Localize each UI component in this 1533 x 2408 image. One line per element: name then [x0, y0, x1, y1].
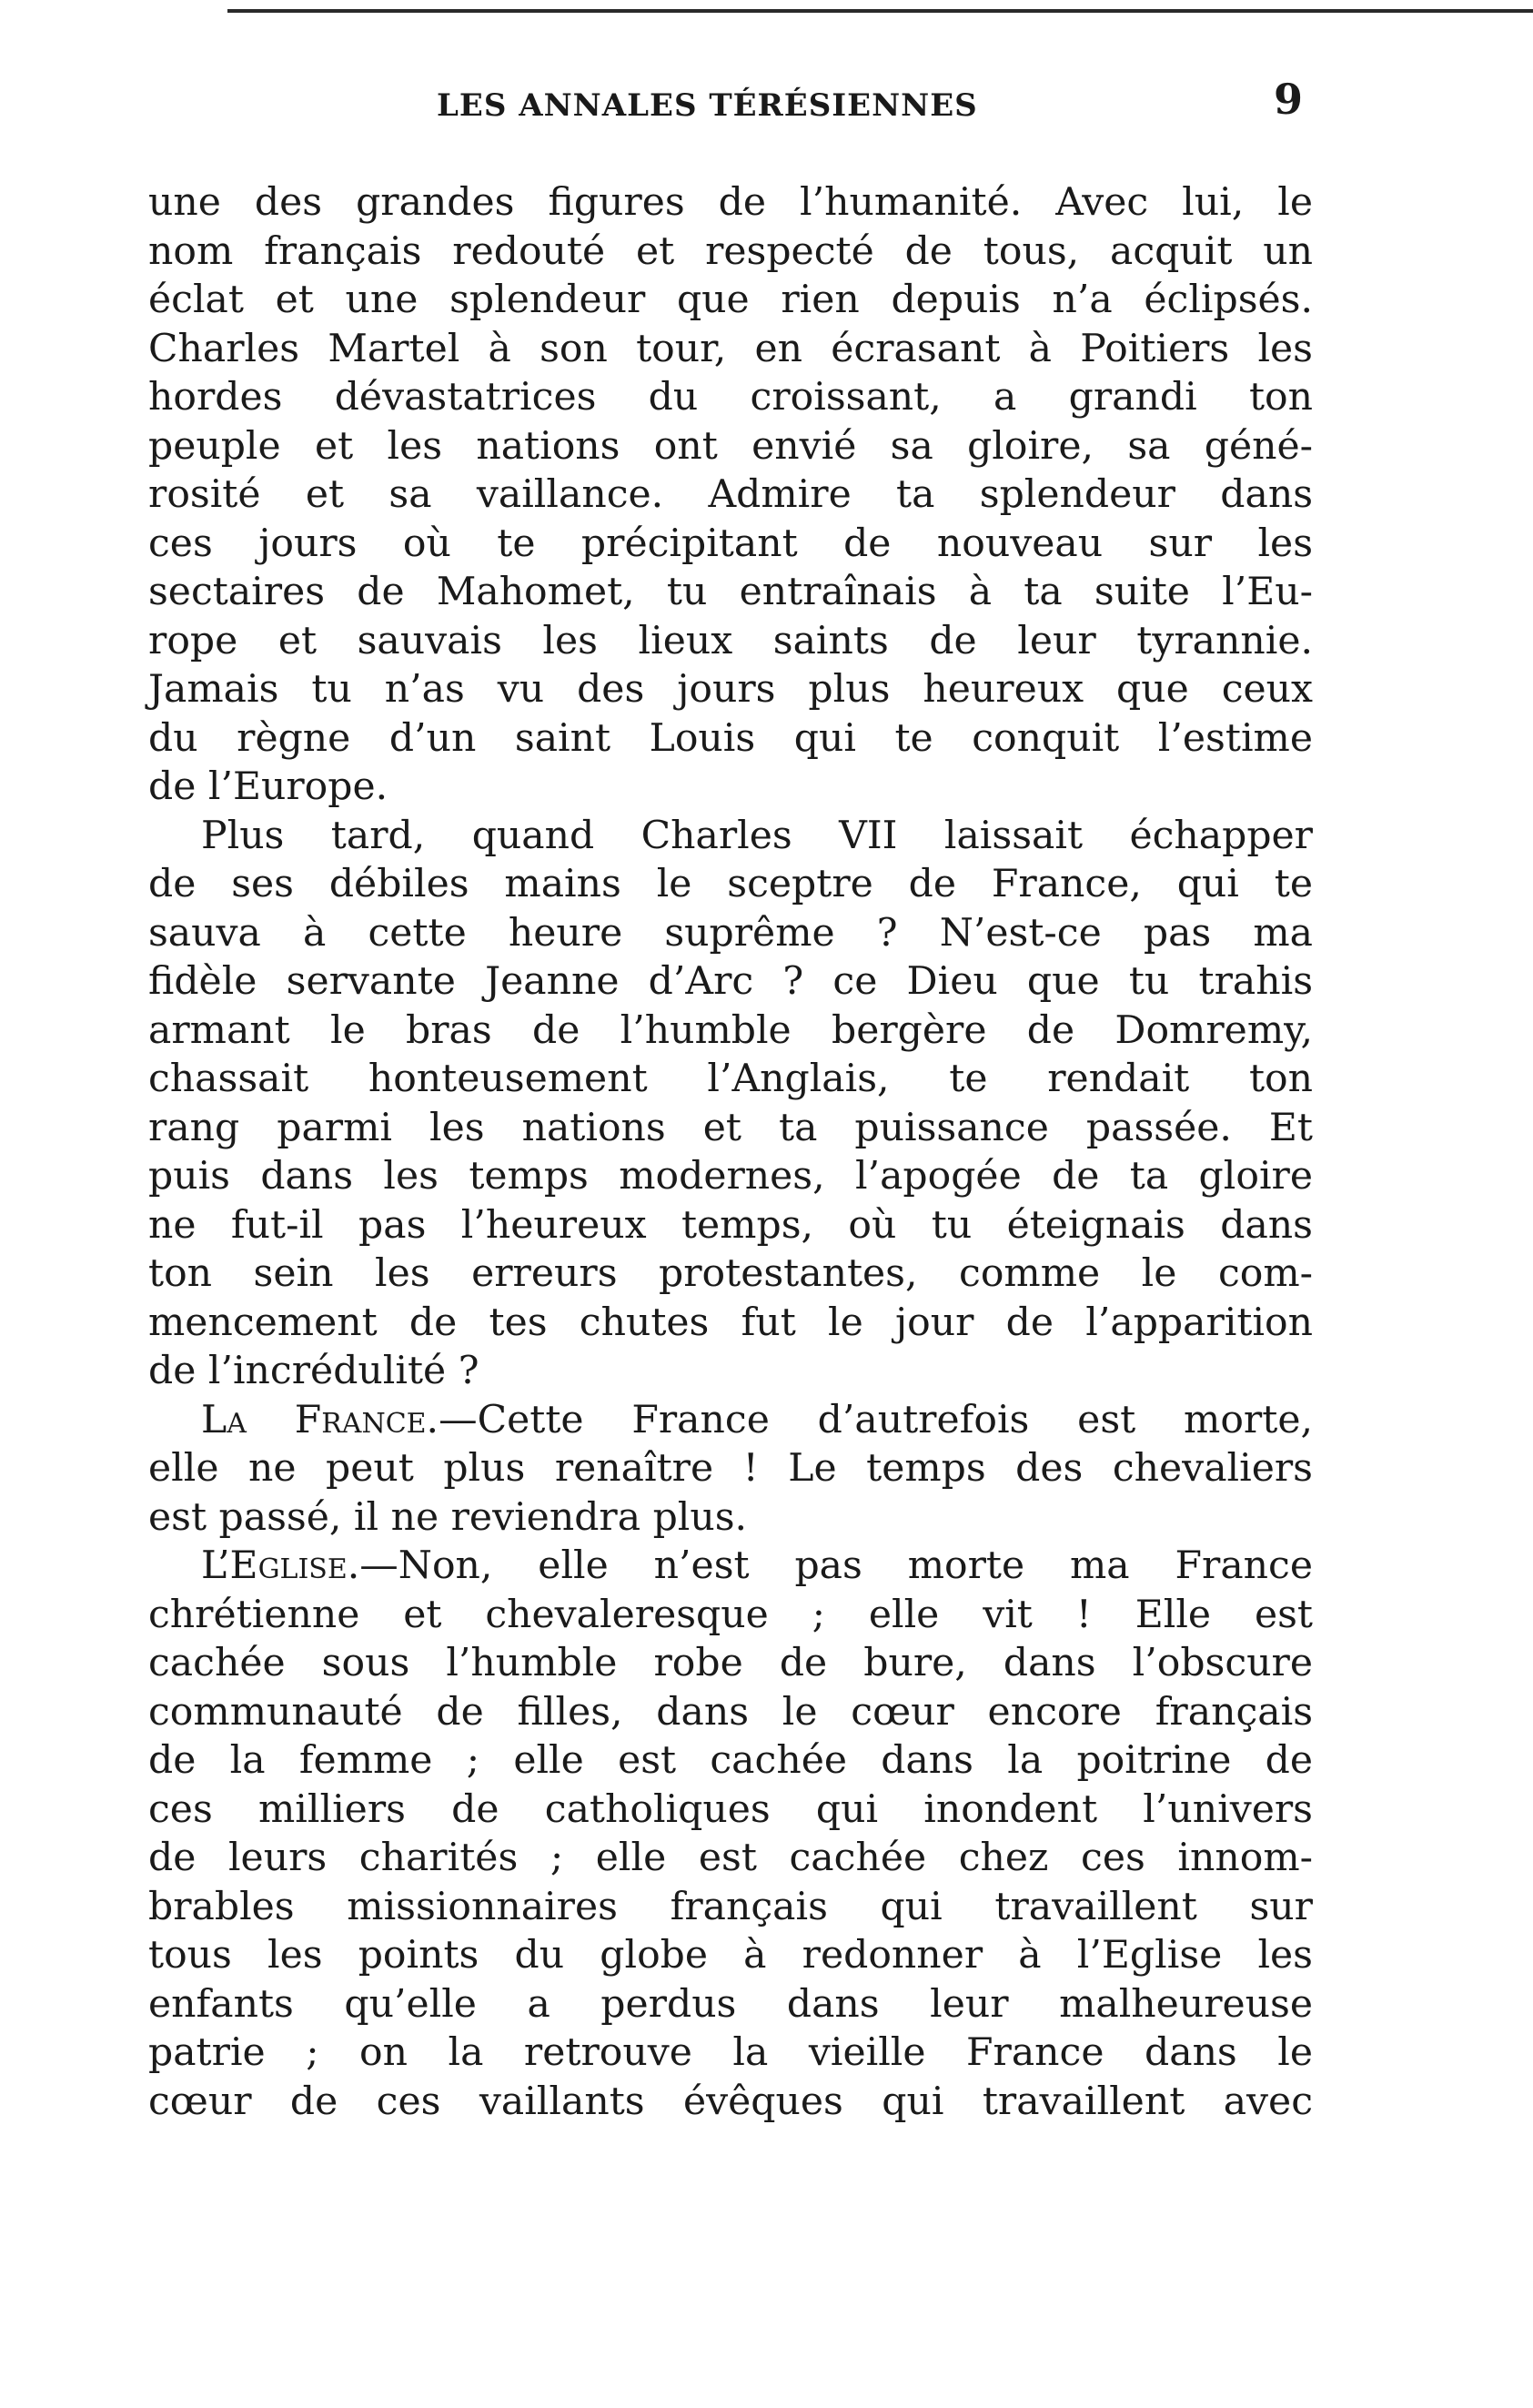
text-line: cœur de ces vaillants évêques qui travaillent avec	[148, 2079, 1313, 2124]
text-line: Jamais tu n’as vu des jours plus heureux que ceux	[148, 667, 1313, 712]
text-line: sauva à cette heure suprême ? N’est-ce pas ma	[148, 910, 1313, 956]
text-line: tous les points du globe à redonner à l’Eglise les	[148, 1933, 1313, 1978]
text-line: est passé, il ne reviendra plus.	[148, 1494, 748, 1540]
text-line: chassait honteusement l’Anglais, te rendait ton	[148, 1057, 1313, 1101]
text-line: peuple et les nations ont envié sa gloire, sa géné-	[148, 423, 1313, 469]
text-line: de la femme ; elle est cachée dans la poitrine de	[148, 1738, 1313, 1783]
speaker-label: La France.	[201, 1397, 439, 1442]
text-line: enfants qu’elle a perdus dans leur malheureuse	[148, 1981, 1313, 2027]
text-line: chrétienne et chevaleresque ; elle vit ! Elle est	[148, 1592, 1313, 1637]
text-line: armant le bras de l’humble bergère de Domremy,	[148, 1007, 1313, 1053]
page-number: 9	[1274, 75, 1304, 124]
text-line: Charles Martel à son tour, en écrasant à Poitiers les	[148, 326, 1313, 371]
text-line: patrie ; on la retrouve la vieille France dans le	[148, 2030, 1313, 2075]
text-line: de leurs charités ; elle est cachée chez ces innom-	[148, 1836, 1313, 1880]
text-line: elle ne peut plus renaître ! Le temps des chevaliers	[148, 1446, 1313, 1491]
text-line: Plus tard, quand Charles VII laissait échapper	[201, 813, 1313, 858]
text-line: nom français redouté et respecté de tous, acquit un	[148, 228, 1313, 274]
text-line: sectaires de Mahomet, tu entraînais à ta suite l’Eu-	[148, 570, 1313, 614]
text-line: cachée sous l’humble robe de bure, dans l’obscure	[148, 1641, 1313, 1685]
text-line: rang parmi les nations et ta puissance passée. Et	[148, 1105, 1313, 1150]
text-line: ces milliers de catholiques qui inondent l’univers	[148, 1786, 1313, 1832]
text-line: L’Eglise.—Non, elle n’est pas morte ma France	[201, 1543, 1313, 1588]
text-line: hordes dévastatrices du croissant, a grandi ton	[148, 375, 1313, 420]
speaker-label: L’Eglise.	[201, 1543, 360, 1588]
text-line: puis dans les temps modernes, l’apogée de ta gloire	[148, 1154, 1313, 1199]
text-line: de l’incrédulité ?	[148, 1349, 479, 1393]
body-text	[148, 178, 1313, 2126]
running-title: LES ANNALES TÉRÉSIENNES	[437, 87, 978, 124]
text-line: de ses débiles mains le sceptre de France, qui te	[148, 862, 1313, 906]
top-rule	[227, 9, 1533, 13]
text-line: du règne d’un saint Louis qui te conquit l’estime	[148, 715, 1313, 761]
text-line: rope et sauvais les lieux saints de leur tyrannie.	[148, 618, 1313, 663]
text-line: une des grandes figures de l’humanité. Avec lui, le	[148, 180, 1313, 225]
text-line: ne fut-il pas l’heureux temps, où tu éteignais dans	[148, 1202, 1313, 1248]
text-line: mencement de tes chutes fut le jour de l’apparition	[148, 1300, 1313, 1345]
text-line: fidèle servante Jeanne d’Arc ? ce Dieu que tu trahis	[148, 959, 1313, 1004]
page-header	[146, 75, 1328, 129]
text-line: La France.—Cette France d’autrefois est morte,	[201, 1397, 1313, 1442]
text-line: ton sein les erreurs protestantes, comme le com-	[148, 1251, 1313, 1296]
text-line: rosité et sa vaillance. Admire ta splendeur dans	[148, 472, 1313, 517]
text-line: ces jours où te précipitant de nouveau sur les	[148, 521, 1313, 566]
text-line: de l’Europe.	[148, 764, 388, 809]
text-line: brables missionnaires français qui travaillent sur	[148, 1884, 1313, 1929]
text-line: communauté de filles, dans le cœur encore français	[148, 1689, 1313, 1735]
text-line: éclat et une splendeur que rien depuis n’a éclipsés.	[148, 278, 1313, 322]
